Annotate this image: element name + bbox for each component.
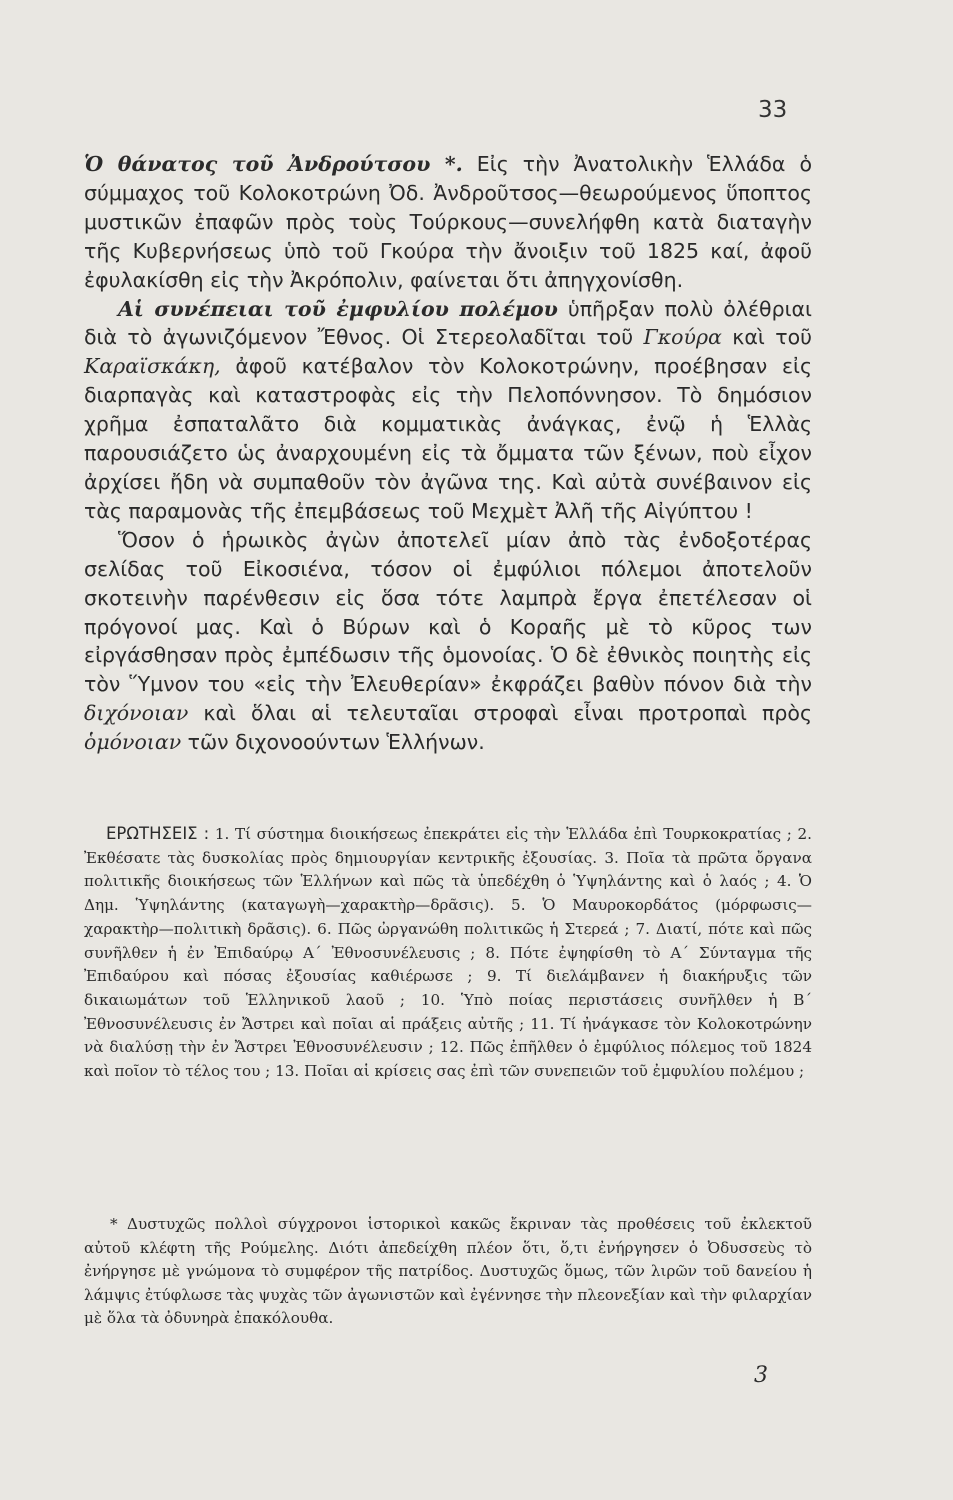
paragraph-text: καὶ ὅλαι αἱ τελευταῖαι στροφαὶ εἶναι προτροπαὶ πρὸς [188,701,812,726]
page-number: 33 [758,97,788,123]
section-title-androutsos: Ὁ θάνατος τοῦ Ἀνδρούτσου *. [84,152,463,176]
italic-name-karaiskakis: Καραϊσκάκη, [84,354,221,379]
footnote-text: * Δυστυχῶς πολλοὶ σύγχρονοι ἱστορικοὶ κακῶς ἔκριναν τὰς προθέσεις τοῦ ἐκλεκτοῦ αὐτοῦ κλέφτη τῆς Ρούμελης. Διότι ἀπεδείχθη πλέον ὅτι, ὅ,τι ἐνήργησεν ὁ Ὀδυσσεὺς τὸ ἐνήργησε μὲ γνώμονα τὸ συμφέρον τῆς πατρίδος. Δυστυχῶς ὅμως, τῶν λιρῶν τοῦ δανείου ἡ λάμψις ἐτύφλωσε τὰς ψυχὰς τῶν ἀγωνιστῶν καὶ ἐγέννησε τὴν πλεονεξίαν καὶ τὴν φιλαρχίαν μὲ ὅλα τὰ ὀδυνηρὰ ἐπακόλουθα. [84,1215,812,1328]
paragraph-text: τῶν διχονοούντων Ἑλλήνων. [181,730,485,755]
section-title-civil-war: Αἱ συνέπειαι τοῦ ἐμφυλίου πολέμου [118,296,558,321]
main-text [84,150,812,757]
paragraph-text: ἀφοῦ κατέβαλον τὸν Κολοκοτρώνην, προέβησαν εἰς διαρπαγὰς καὶ καταστροφὰς εἰς τὴν Πελοπόννησον. Τὸ δημόσιον χρῆμα ἐσπαταλᾶτο διὰ κομματικὰς ἀνάγκας, ἐνῷ ἡ Ἑλλὰς παρουσιάζετο ὡς ἀναρχουμένη εἰς τὰ ὄμματα τῶν ξένων, ποὺ εἶχον ἀρχίσει ἤδη νὰ συμπαθοῦν τὸν ἀγῶνα της. Καὶ αὐτὰ συνέβαινον εἰς τὰς παραμονὰς τῆς ἐπεμβάσεως τοῦ Μεχμὲτ Ἀλῆ τῆς Αἰγύπτου ! [84,354,812,523]
questions-text: 1. Τί σύστημα διοικήσεως ἐπεκράτει εἰς τὴν Ἑλλάδα ἐπὶ Τουρκοκρατίας ; 2. Ἐκθέσατε τὰς δυσκολίας πρὸς δημιουργίαν κεντρικῆς ἐξουσίας. 3. Ποῖα τὰ πρῶτα ὄργανα πολιτικῆς διοικήσεως τῶν Ἑλλήνων καὶ πῶς τὰ ὑπεδέχθη ὁ Ὑψηλάντης καὶ ὁ λαός ; 4. Ὁ Δημ. Ὑψηλάντης (καταγωγὴ—χαρακτὴρ—δρᾶσις). 5. Ὁ Μαυροκορδάτος (μόρφωσις—χαρακτὴρ—πολιτικὴ δρᾶσις). 6. Πῶς ὠργανώθη πολιτικῶς ἡ Στερεά ; 7. Διατί, πότε καὶ πῶς συνῆλθεν ἡ ἐν Ἐπιδαύρῳ Α΄ Ἐθνοσυνέλευσις ; 8. Πότε ἐψηφίσθη τὸ Α΄ Σύνταγμα τῆς Ἐπιδαύρου καὶ πόσας ἐξουσίας καθιέρωσε ; 9. Τί διελάμβανεν ἡ διακήρυξις τῶν δικαιωμάτων τοῦ Ἑλληνικοῦ λαοῦ ; 10. Ὑπὸ ποίας περιστάσεις συνῆλθεν ἡ Β΄ Ἐθνοσυνέλευσις ἐν Ἄστρει καὶ ποῖαι αἱ πράξεις αὐτῆς ; 11. Τί ἠνάγκασε τὸν Κολοκοτρώνην νὰ διαλύσῃ τὴν ἐν Ἄστρει Ἐθνοσυνέλευσιν ; 12. Πῶς ἐπῆλθεν ὁ ἐμφύλιος πόλεμος τοῦ 1824 καὶ ποῖον τὸ τέλος του ; 13. Ποῖαι αἱ κρίσεις σας ἐπὶ τῶν συνεπειῶν τοῦ ἐμφυλίου πολέμου ; [84,825,812,1081]
italic-word-dichonoia: διχόνοιαν [84,701,189,726]
questions-section [84,822,812,1084]
paragraph-text: καὶ τοῦ [721,325,813,350]
italic-name-gkouras: Γκούρα [643,325,722,350]
paragraph-civil-war-consequences [84,295,812,526]
questions-paragraph [84,822,812,1084]
paragraph-unity [84,526,812,757]
italic-word-omonoia: ὁμόνοιαν [84,730,182,755]
paragraph-text: ὑπῆρξαν πολὺ ὀλέθριαι διὰ τὸ ἀγωνιζόμενον Ἔθνος. Οἱ Στερεολαδῖται τοῦ [84,296,812,350]
signature-mark: 3 [754,1363,768,1388]
paragraph-text: Εἰς τὴν Ἀνατολικὴν Ἑλλάδα ὁ σύμμαχος τοῦ Κολοκοτρώνη Ὀδ. Ἀνδροῦτσος—θεωρούμενος ὕποπτος μυστικῶν ἐπαφῶν πρὸς τοὺς Τούρκους—συνελήφθη κατὰ διαταγὴν τῆς Κυβερνήσεως ὑπὸ τοῦ Γκούρα τὴν ἄνοιξιν τοῦ 1825 καί, ἀφοῦ ἐφυλακίσθη εἰς τὴν Ἀκρόπολιν, φαίνεται ὅτι ἀπηγχονίσθη. [84,152,812,292]
paragraph-text: Ὅσον ὁ ἡρωικὸς ἀγὼν ἀποτελεῖ μίαν ἀπὸ τὰς ἐνδοξοτέρας σελίδας τοῦ Εἰκοσιένα, τόσον οἱ ἐμφύλιοι πόλεμοι ἀποτελοῦν σκοτεινὴν παρένθεσιν εἰς ὅσα τότε λαμπρὰ ἔργα ἐπετέλεσαν οἱ πρόγονοί μας. Καὶ ὁ Βύρων καὶ ὁ Κοραῆς μὲ τὸ κῦρος των εἰργάσθησαν πρὸς ἐμπέδωσιν τῆς ὁμονοίας. Ὁ δὲ ἐθνικὸς ποιητὴς εἰς τὸν Ὕμνον του «εἰς τὴν Ἐλευθερίαν» ἐκφράζει βαθὺν πόνον διὰ τὴν [84,527,812,697]
paragraph-androutsos-death [84,150,812,295]
footnote [84,1213,812,1331]
questions-heading: ΕΡΩΤΗΣΕΙΣ : [106,824,210,843]
